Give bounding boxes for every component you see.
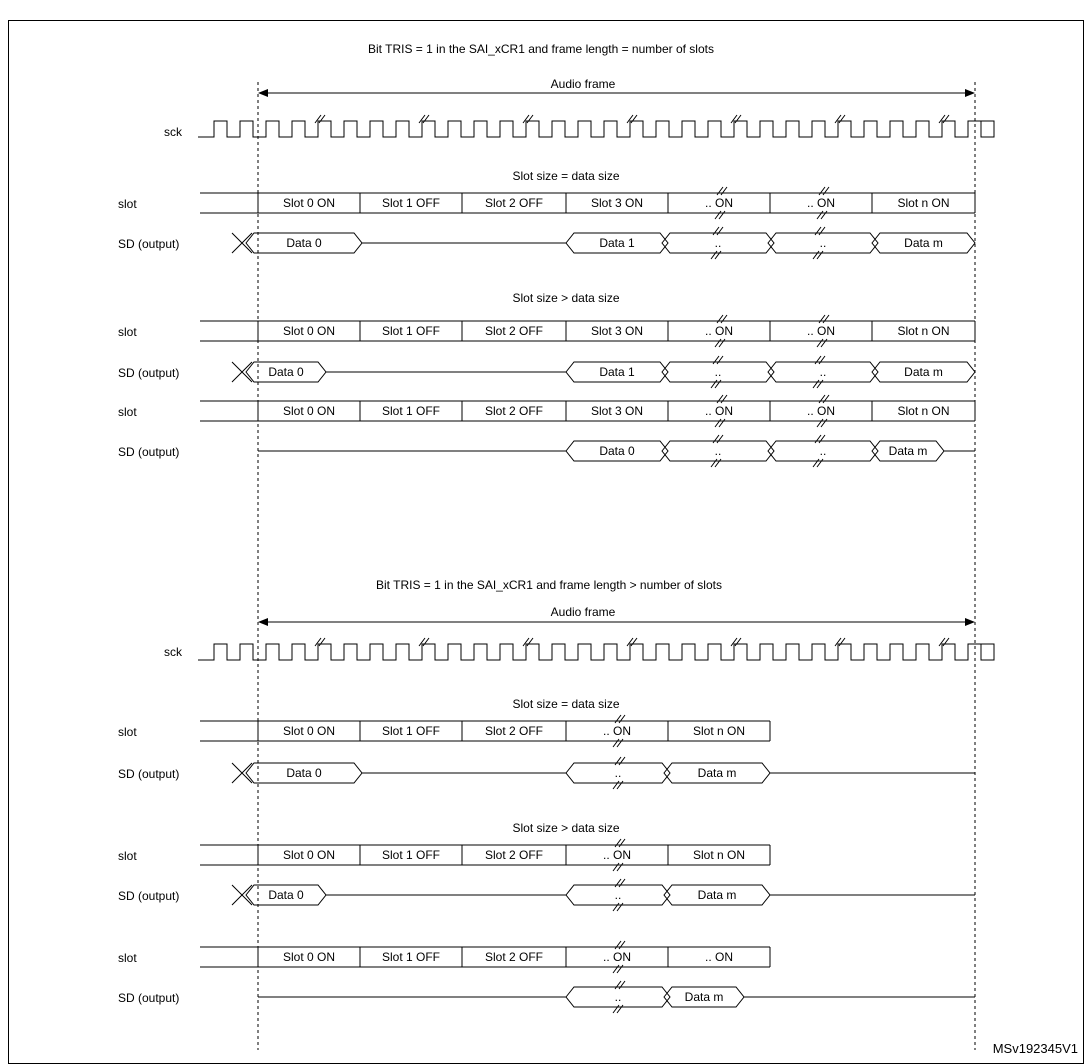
slot-cell-label: Slot 0 ON — [282, 404, 336, 418]
slot-cell-label: Slot 2 OFF — [484, 724, 544, 738]
slot-cell-label: Slot 0 ON — [282, 724, 336, 738]
data-item-label: .. — [819, 444, 827, 458]
slot-cell-label: .. ON — [704, 404, 734, 418]
sck-label: sck — [164, 645, 182, 659]
slot-cell-label: Slot 2 OFF — [484, 196, 544, 210]
break-marker — [813, 459, 823, 467]
slot-cell-label: Slot n ON — [692, 724, 746, 738]
slot-row-label: slot — [118, 849, 137, 863]
slot-cell-label: Slot 3 ON — [590, 404, 644, 418]
break-marker — [815, 227, 825, 235]
break-marker — [819, 315, 829, 323]
slot-cell-label: Slot 0 ON — [282, 848, 336, 862]
break-marker — [613, 965, 623, 973]
slot-row-label: slot — [118, 951, 137, 965]
arrow-head-right — [965, 618, 975, 626]
break-marker — [939, 638, 949, 646]
bus-crossover — [232, 763, 252, 783]
sck-waveform — [198, 644, 994, 660]
break-marker — [815, 435, 825, 443]
break-marker — [717, 395, 727, 403]
break-marker — [627, 638, 637, 646]
data-item-label: .. — [614, 766, 622, 780]
data-item-label: .. — [714, 365, 722, 379]
slot-cell-label: .. ON — [602, 724, 632, 738]
group-caption: Slot size = data size — [512, 169, 620, 183]
break-marker — [613, 1005, 623, 1013]
slot-cell-label: Slot 0 ON — [282, 950, 336, 964]
break-marker — [615, 879, 625, 887]
slot-cell-label: .. ON — [806, 196, 836, 210]
break-marker — [731, 115, 741, 123]
break-marker — [615, 839, 625, 847]
break-marker — [715, 211, 725, 219]
break-marker — [813, 380, 823, 388]
data-item-label: .. — [614, 990, 622, 1004]
break-marker — [419, 638, 429, 646]
sd-output-row-label: SD (output) — [118, 991, 180, 1005]
sd-output-row-label: SD (output) — [118, 767, 180, 781]
slot-cell-label: Slot n ON — [897, 324, 950, 338]
break-marker — [613, 903, 623, 911]
slot-cell-label: Slot 1 OFF — [381, 724, 441, 738]
slot-cell-label: Slot 1 OFF — [381, 404, 441, 418]
data-item-label: Data 0 — [268, 888, 304, 902]
arrow-head-left — [258, 618, 268, 626]
break-marker — [717, 315, 727, 323]
arrow-head-left — [258, 89, 268, 97]
slot-cell-label: .. ON — [602, 950, 632, 964]
data-item-label: .. — [819, 236, 827, 250]
data-item-label: .. — [614, 888, 622, 902]
break-marker — [711, 251, 721, 259]
sd-output-row-label: SD (output) — [118, 445, 180, 459]
break-marker — [523, 638, 533, 646]
data-item-label: Data m — [904, 365, 943, 379]
slot-cell-label: Slot 2 OFF — [484, 404, 544, 418]
break-marker — [419, 115, 429, 123]
break-marker — [815, 356, 825, 364]
break-marker — [817, 211, 827, 219]
slot-cell-label: Slot 1 OFF — [381, 950, 441, 964]
slot-row-label: slot — [118, 405, 137, 419]
sd-output-row-label: SD (output) — [118, 889, 180, 903]
data-item-label: .. — [819, 365, 827, 379]
slot-cell-label: .. ON — [704, 196, 734, 210]
data-item-label: Data 1 — [599, 236, 635, 250]
section-1-title: Bit TRIS = 1 in the SAI_xCR1 and frame length = number of slots — [368, 42, 714, 56]
break-marker — [713, 227, 723, 235]
break-marker — [613, 739, 623, 747]
group-caption: Slot size > data size — [512, 291, 620, 305]
break-marker — [613, 863, 623, 871]
break-marker — [813, 251, 823, 259]
slot-cell-label: Slot 3 ON — [590, 324, 644, 338]
break-marker — [615, 757, 625, 765]
break-marker — [315, 638, 325, 646]
slot-cell-label: Slot 0 ON — [282, 196, 336, 210]
data-item-label: Data m — [697, 766, 737, 780]
sd-output-row-label: SD (output) — [118, 366, 180, 380]
bus-crossover — [232, 885, 252, 905]
section-2-title: Bit TRIS = 1 in the SAI_xCR1 and frame length > number of slots — [376, 578, 722, 592]
break-marker — [715, 419, 725, 427]
break-marker — [835, 115, 845, 123]
break-marker — [731, 638, 741, 646]
break-marker — [817, 339, 827, 347]
group-caption: Slot size > data size — [512, 821, 620, 835]
data-item-label: .. — [714, 236, 722, 250]
section-1-audio-frame-label: Audio frame — [550, 77, 616, 91]
slot-cell-label: .. ON — [806, 324, 836, 338]
slot-cell-label: Slot n ON — [692, 848, 746, 862]
slot-cell-label: Slot n ON — [897, 404, 950, 418]
slot-row-label: slot — [118, 725, 137, 739]
bus-crossover — [232, 233, 252, 253]
break-marker — [613, 781, 623, 789]
break-marker — [615, 941, 625, 949]
slot-cell-label: Slot 2 OFF — [484, 324, 544, 338]
sck-label: sck — [164, 125, 182, 139]
data-item-label: Data 1 — [599, 365, 635, 379]
slot-cell-label: Slot 0 ON — [282, 324, 336, 338]
break-marker — [711, 459, 721, 467]
slot-cell-label: Slot 1 OFF — [381, 324, 441, 338]
slot-cell-label: .. ON — [602, 848, 632, 862]
break-marker — [615, 715, 625, 723]
diagram-id: MSv192345V1 — [992, 1041, 1078, 1056]
sd-output-row-label: SD (output) — [118, 237, 180, 251]
data-item-label: Data 0 — [599, 444, 635, 458]
arrow-head-right — [965, 89, 975, 97]
slot-cell-label: Slot n ON — [897, 196, 950, 210]
break-marker — [939, 115, 949, 123]
break-marker — [713, 435, 723, 443]
break-marker — [817, 419, 827, 427]
slot-cell-label: Slot 1 OFF — [381, 848, 441, 862]
slot-cell-label: .. ON — [704, 950, 734, 964]
data-item-label: .. — [714, 444, 722, 458]
break-marker — [819, 395, 829, 403]
sck-waveform — [198, 121, 994, 137]
data-item-label: Data 0 — [286, 766, 322, 780]
slot-row-label: slot — [118, 197, 137, 211]
data-item-label: Data 0 — [268, 365, 304, 379]
data-item-label: Data 0 — [286, 236, 322, 250]
break-marker — [523, 115, 533, 123]
slot-cell-label: .. ON — [806, 404, 836, 418]
slot-cell-label: Slot 1 OFF — [381, 196, 441, 210]
break-marker — [819, 187, 829, 195]
slot-cell-label: .. ON — [704, 324, 734, 338]
break-marker — [627, 115, 637, 123]
bus-crossover — [232, 362, 252, 382]
break-marker — [711, 380, 721, 388]
group-caption: Slot size = data size — [512, 697, 620, 711]
break-marker — [615, 981, 625, 989]
section-2-audio-frame-label: Audio frame — [550, 605, 616, 619]
data-item-label: Data m — [684, 990, 724, 1004]
slot-cell-label: Slot 3 ON — [590, 196, 644, 210]
break-marker — [713, 356, 723, 364]
data-item-label: Data m — [697, 888, 737, 902]
break-marker — [717, 187, 727, 195]
break-marker — [315, 115, 325, 123]
slot-cell-label: Slot 2 OFF — [484, 848, 544, 862]
data-item-label: Data m — [888, 444, 928, 458]
waveforms — [198, 82, 994, 1050]
data-item-label: Data m — [904, 236, 943, 250]
slot-cell-label: Slot 2 OFF — [484, 950, 544, 964]
slot-row-label: slot — [118, 325, 137, 339]
break-marker — [715, 339, 725, 347]
break-marker — [835, 638, 845, 646]
